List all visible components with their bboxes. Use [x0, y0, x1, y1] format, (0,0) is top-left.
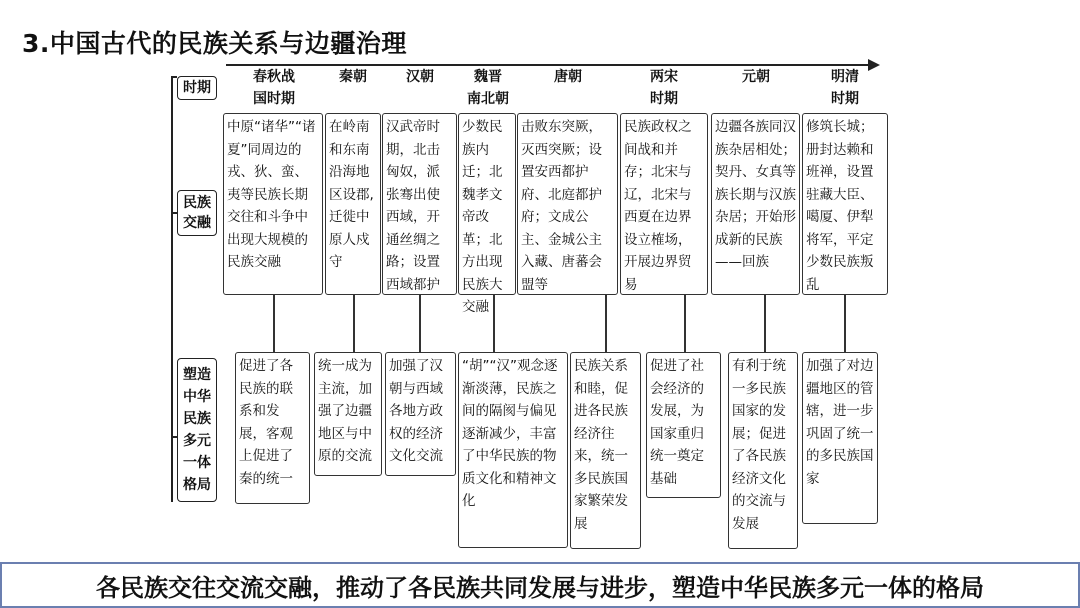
pattern-box-qin: 统一成为主流，加强了边疆地区与中原的交流	[314, 352, 382, 476]
period-song: 两宋 时期	[650, 69, 678, 107]
exchange-box-tang: 击败东突厥，灭西突厥；设置安西都护府、北庭都护府；文成公主、金城公主入藏、唐蕃会盟等	[517, 113, 618, 295]
connector-song	[684, 295, 686, 352]
pattern-box-yuan: 有利于统一多民族国家的发展；促进了各民族经济文化的交流与发展	[728, 352, 798, 549]
row-label-exchange	[177, 190, 217, 236]
row-label-pattern	[177, 358, 217, 502]
exchange-box-han: 汉武帝时期，北击匈奴，派张骞出使西域，开通丝绸之路；设置西域都护	[382, 113, 457, 295]
exchange-box-qin: 在岭南和东南沿海地区设郡,迁徙中原人戍守	[325, 113, 381, 295]
row-label-exchange-text: 民族 交融	[183, 195, 211, 231]
period-mingqing: 明清 时期	[831, 69, 859, 107]
period-weijin: 魏晋 南北朝	[467, 69, 509, 107]
period-han: 汉朝	[406, 69, 434, 85]
exchange-box-yuan: 边疆各族同汉族杂居相处；契丹、女真等族长期与汉族杂居；开始形成新的民族——回族	[711, 113, 800, 295]
connector-han	[419, 295, 421, 352]
connector-mingqing	[844, 295, 846, 352]
row-label-pattern-text: 塑造 中华 民族 多元 一体 格局	[183, 367, 211, 493]
bracket-vertical-line	[171, 76, 173, 502]
period-tang: 唐朝	[554, 69, 582, 85]
connector-yuan	[764, 295, 766, 352]
pattern-box-chunqiu: 促进了各民族的联系和发展，客观上促进了秦的统一	[235, 352, 310, 504]
connector-tang	[605, 295, 607, 352]
pattern-box-weijin: “胡”“汉”观念逐渐淡薄，民族之间的隔阂与偏见逐渐减少，丰富了中华民族的物质文化和精神文化	[458, 352, 568, 548]
connector-weijin	[493, 295, 495, 352]
connector-qin	[353, 295, 355, 352]
pattern-box-tang: 民族关系和睦，促进各民族经济往来，统一多民族国家繁荣发展	[570, 352, 641, 549]
period-qin: 秦朝	[339, 69, 367, 85]
period-yuan: 元朝	[742, 69, 770, 85]
pattern-box-han: 加强了汉朝与西域各地方政权的经济文化交流	[385, 352, 456, 476]
exchange-box-song: 民族政权之间战和并存；北宋与辽，北宋与西夏在边界设立榷场，开展边界贸易	[620, 113, 708, 295]
pattern-box-song: 促进了社会经济的发展，为国家重归统一奠定基础	[646, 352, 721, 498]
page-title: 3.中国古代的民族关系与边疆治理	[22, 29, 407, 58]
summary-banner	[0, 562, 1080, 608]
exchange-box-chunqiu: 中原“诸华”“诸夏”同周边的戎、狄、蛮、夷等民族长期交往和斗争中出现大规模的民族交融	[223, 113, 323, 295]
pattern-box-mingqing: 加强了对边疆地区的管辖，进一步巩固了统一的多民族国家	[802, 352, 878, 524]
bracket-tick-period	[171, 76, 177, 78]
exchange-box-mingqing: 修筑长城；册封达赖和班禅，设置驻藏大臣、噶厦、伊犁将军，平定少数民族叛乱	[802, 113, 888, 295]
connector-chunqiu	[273, 295, 275, 352]
period-chunqiu: 春秋战 国时期	[253, 69, 295, 107]
exchange-box-weijin: 少数民族内迁；北魏孝文帝改革；北方出现民族大交融	[458, 113, 516, 295]
summary-banner-text: 各民族交往交流交融，推动了各民族共同发展与进步，塑造中华民族多元一体的格局	[96, 573, 984, 602]
row-label-period-text: 时期	[183, 80, 211, 96]
row-label-period	[177, 76, 217, 100]
